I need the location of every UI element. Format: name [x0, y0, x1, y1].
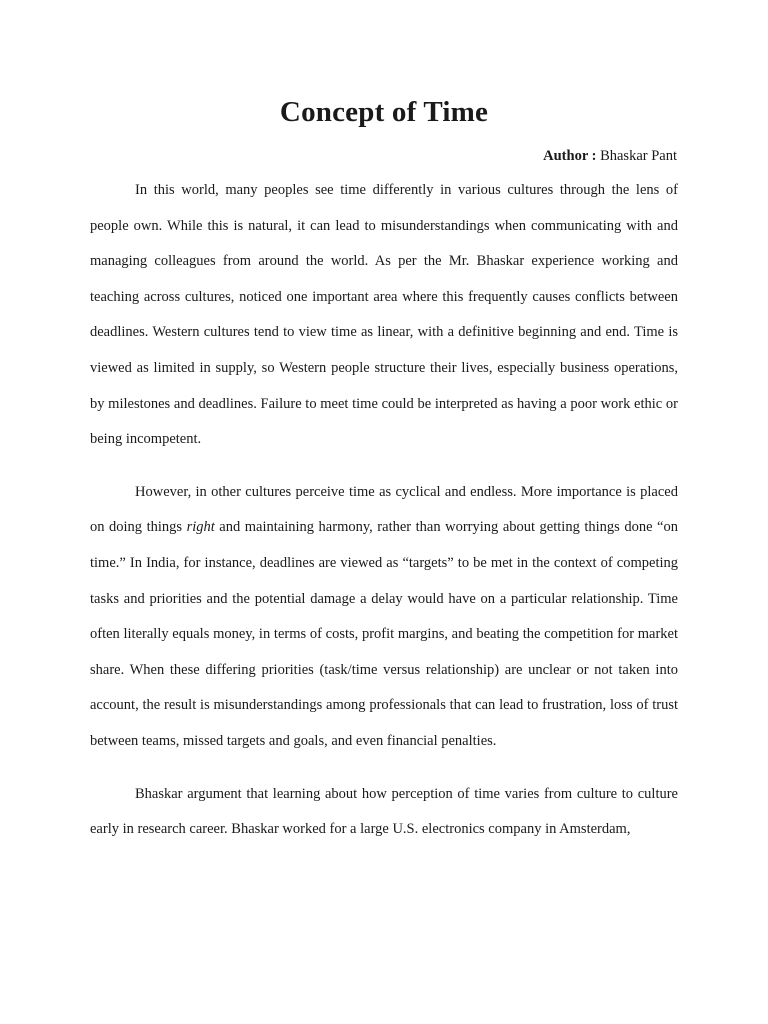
emphasis-right: right — [186, 519, 215, 536]
author-line — [543, 146, 677, 166]
paragraph-3: Bhaskar argument that learning about how perception of time varies from culture to culture early in research career. Bhaskar worked for a large U.S. electronics company in Amsterdam, — [90, 785, 678, 838]
document-title: Concept of Time — [279, 96, 489, 128]
document-body — [90, 173, 678, 865]
paragraph-1: In this world, many peoples see time differently in various cultures through the lens of people own. While this is natural, it can lead to misunderstandings when communicating with and managing colleagues from around the world. As per the Mr. Bhaskar experience working and teaching across cultures, noticed one important area where this frequently causes conflicts between deadlines. Western cultures tend to view time as linear, with a definitive beginning and end. Time is viewed as limited in supply, so Western people structure their lives, especially business operations, by milestones and deadlines. Failure to meet time could be interpreted as having a poor work ethic or being incompetent. — [90, 182, 678, 448]
author-name: Bhaskar Pant — [600, 148, 677, 164]
paragraph-2-text-end: and maintaining harmony, rather than worrying about getting things done “on time.” In India, for instance, deadlines are viewed as “targets” to be met in the context of competing tasks and priorities and the potential damage a delay would have on a particular relationship. Time often literally equals money, in terms of costs, profit margins, and beating the competition for market share. When these differing priorities (task/time versus relationship) are unclear or not taken into account, the result is misunderstandings among professionals that can lead to frustration, loss of trust between teams, missed targets and goals, and even financial penalties. — [90, 519, 678, 749]
paragraph-2-text-start: However, in other cultures perceive time as cyclical and endless. More importance is placed on doing things — [90, 483, 678, 536]
paragraph-2 — [90, 475, 678, 760]
author-label: Author : — [543, 148, 597, 164]
